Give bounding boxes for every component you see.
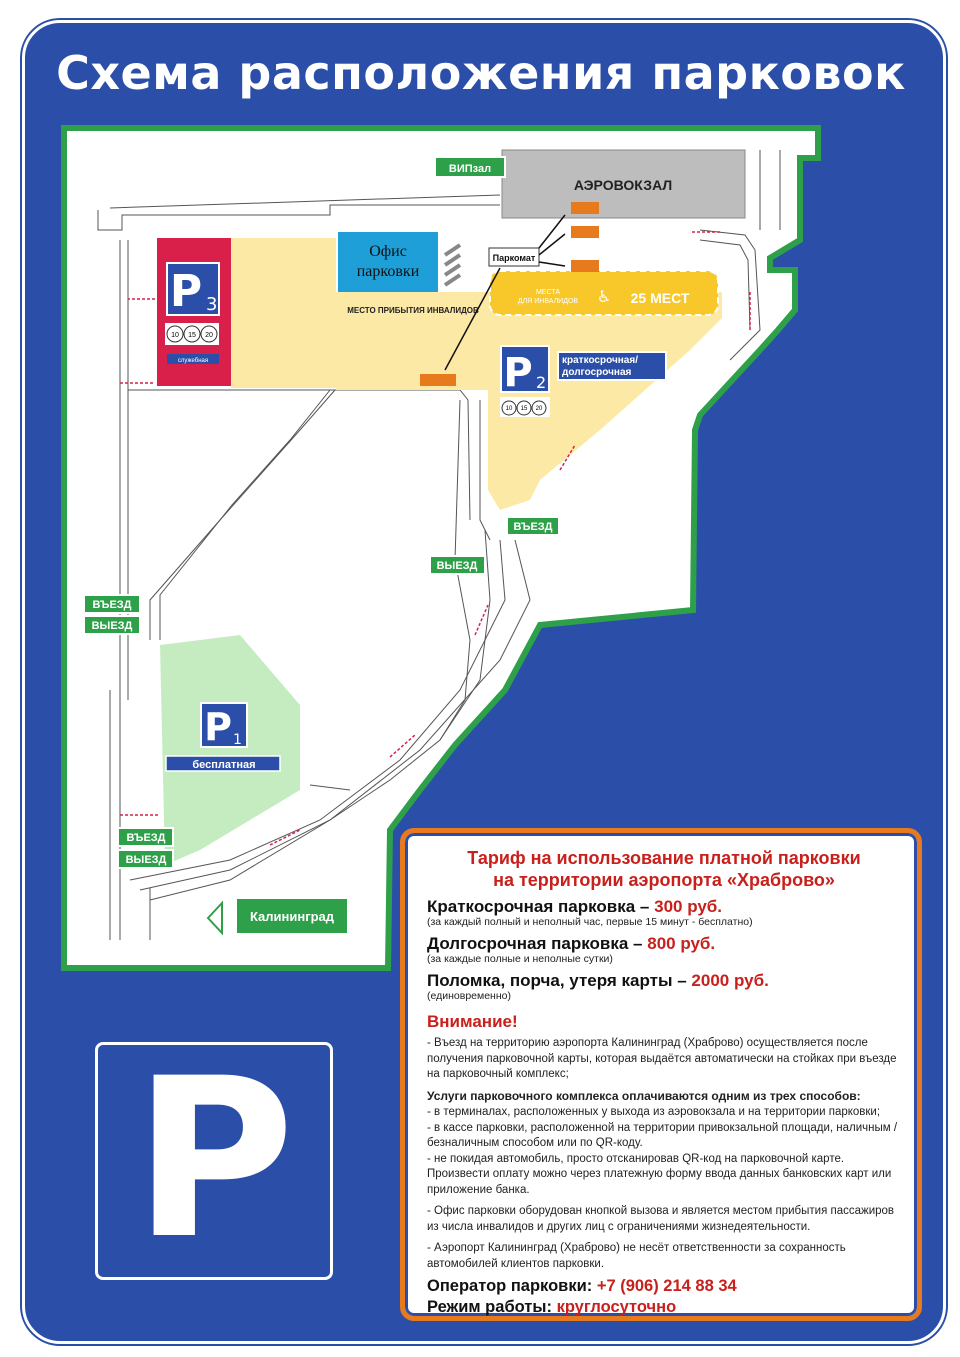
svg-text:ВЪЕЗД: ВЪЕЗД: [513, 521, 553, 533]
svg-text:ВЪЕЗД: ВЪЕЗД: [126, 832, 166, 844]
svg-text:ВЫЕЗД: ВЫЕЗД: [91, 620, 133, 632]
p3-number: 3: [206, 294, 218, 315]
tariff-heading-2: на территории аэропорта «Храброво»: [493, 870, 835, 890]
tariff-note-long: (за каждые полные и неполные сутки): [427, 953, 613, 965]
page-title: Схема расположения парковок: [56, 46, 906, 100]
svg-text:15: 15: [188, 332, 196, 339]
p3-letter: P: [169, 266, 203, 317]
warning-para-3: - Аэропорт Калининград (Храброво) не несёт ответственности за сохранность автомобилей клиентов парковки.: [427, 1242, 846, 1270]
tariff-row-long: Долгосрочная парковка – 800 руб.: [427, 934, 716, 953]
method-3: - не покидая автомобиль, просто отсканировав QR-код на парковочной карте. Произвести оплату можно через платежную форму ввода данных банковских карт или приложение банка.: [427, 1152, 892, 1196]
svg-text:10: 10: [505, 406, 513, 412]
svg-text:ВЪЕЗД: ВЪЕЗД: [92, 599, 132, 611]
svg-text:ВЫЕЗД: ВЫЕЗД: [436, 560, 478, 572]
warning-title: Внимание!: [427, 1012, 518, 1031]
method-1: - в терминалах, расположенных у выхода из аэровокзала и на территории парковки;: [427, 1106, 881, 1118]
svg-text:20: 20: [535, 406, 543, 412]
p1-number: 1: [233, 732, 242, 748]
p2-number: 2: [536, 373, 547, 392]
wheelchair-icon: ♿: [596, 287, 612, 306]
tariff-panel: [400, 828, 922, 1321]
tariff-note-card: (единовременно): [427, 990, 511, 1002]
p3-label: служебная: [177, 358, 209, 364]
hours-value: круглосуточно: [556, 1298, 677, 1316]
svg-text:15: 15: [520, 406, 528, 412]
vip-hall-label: ВИПзал: [448, 163, 492, 175]
svg-text:долгосрочная: долгосрочная: [562, 367, 632, 378]
warning-para-1: - Въезд на территорию аэропорта Калининград (Храброво) осуществляется после получения парковочной карты, которая выдаётся автоматически на стойках при въезде на парковочный комплекс;: [427, 1037, 897, 1080]
svg-text:парковки: парковки: [356, 263, 420, 280]
tariff-row-short: Краткосрочная парковка – 300 руб.: [427, 897, 723, 916]
disabled-places-count: 25 МЕСТ: [630, 290, 690, 306]
terminal-label: АЭРОВОКЗАЛ: [573, 177, 673, 193]
parkomat-label: Паркомат: [492, 253, 536, 263]
big-parking-sign: [95, 1031, 333, 1287]
methods-block: [427, 1089, 901, 1199]
p1-label: бесплатная: [192, 759, 256, 771]
operator-phone: +7 (906) 214 88 34: [596, 1277, 737, 1295]
big-parking-letter: P: [133, 1031, 295, 1287]
methods-title: Услуги парковочного комплекса оплачиваются одним из трех способов:: [427, 1088, 861, 1103]
warning-para-2: - Офис парковки оборудован кнопкой вызова и является местом прибытия пассажиров из числа инвалидов и других лиц с ограничениями жизнедеятельности.: [427, 1205, 895, 1233]
operator-line: Оператор парковки: +7 (906) 214 88 34: [427, 1277, 737, 1295]
svg-text:ДЛЯ ИНВАЛИДОВ: ДЛЯ ИНВАЛИДОВ: [517, 298, 579, 305]
parking-office: [338, 232, 438, 292]
kaliningrad-label: Калининград: [249, 909, 335, 924]
hours-line: Режим работы: круглосуточно: [427, 1298, 677, 1316]
svg-text:ВЫЕЗД: ВЫЕЗД: [125, 854, 167, 866]
p2-letter: P: [503, 350, 533, 396]
method-2: - в кассе парковки, расположенной на территории привокзальной площади, наличным / безналичным способом или по QR-коду.: [427, 1121, 898, 1149]
p2-label: краткосрочная/: [562, 355, 638, 366]
svg-text:Офис: Офис: [369, 243, 407, 260]
tariff-row-card: Поломка, порча, утеря карты – 2000 руб.: [427, 971, 769, 990]
p3-tariff-circles: [165, 323, 219, 345]
svg-text:10: 10: [171, 332, 179, 339]
svg-text:МЕСТА: МЕСТА: [535, 289, 561, 296]
tariff-heading-1: Тариф на использование платной парковки: [467, 848, 861, 868]
disabled-arrival-label: МЕСТО ПРИБЫТИЯ ИНВАЛИДОВ: [347, 306, 479, 315]
svg-text:20: 20: [205, 332, 213, 339]
tariff-note-short: (за каждый полный и неполный час, первые 15 минут - бесплатно): [427, 916, 753, 928]
p1-letter: P: [204, 705, 232, 749]
p2-tariff-circles: [500, 397, 550, 417]
